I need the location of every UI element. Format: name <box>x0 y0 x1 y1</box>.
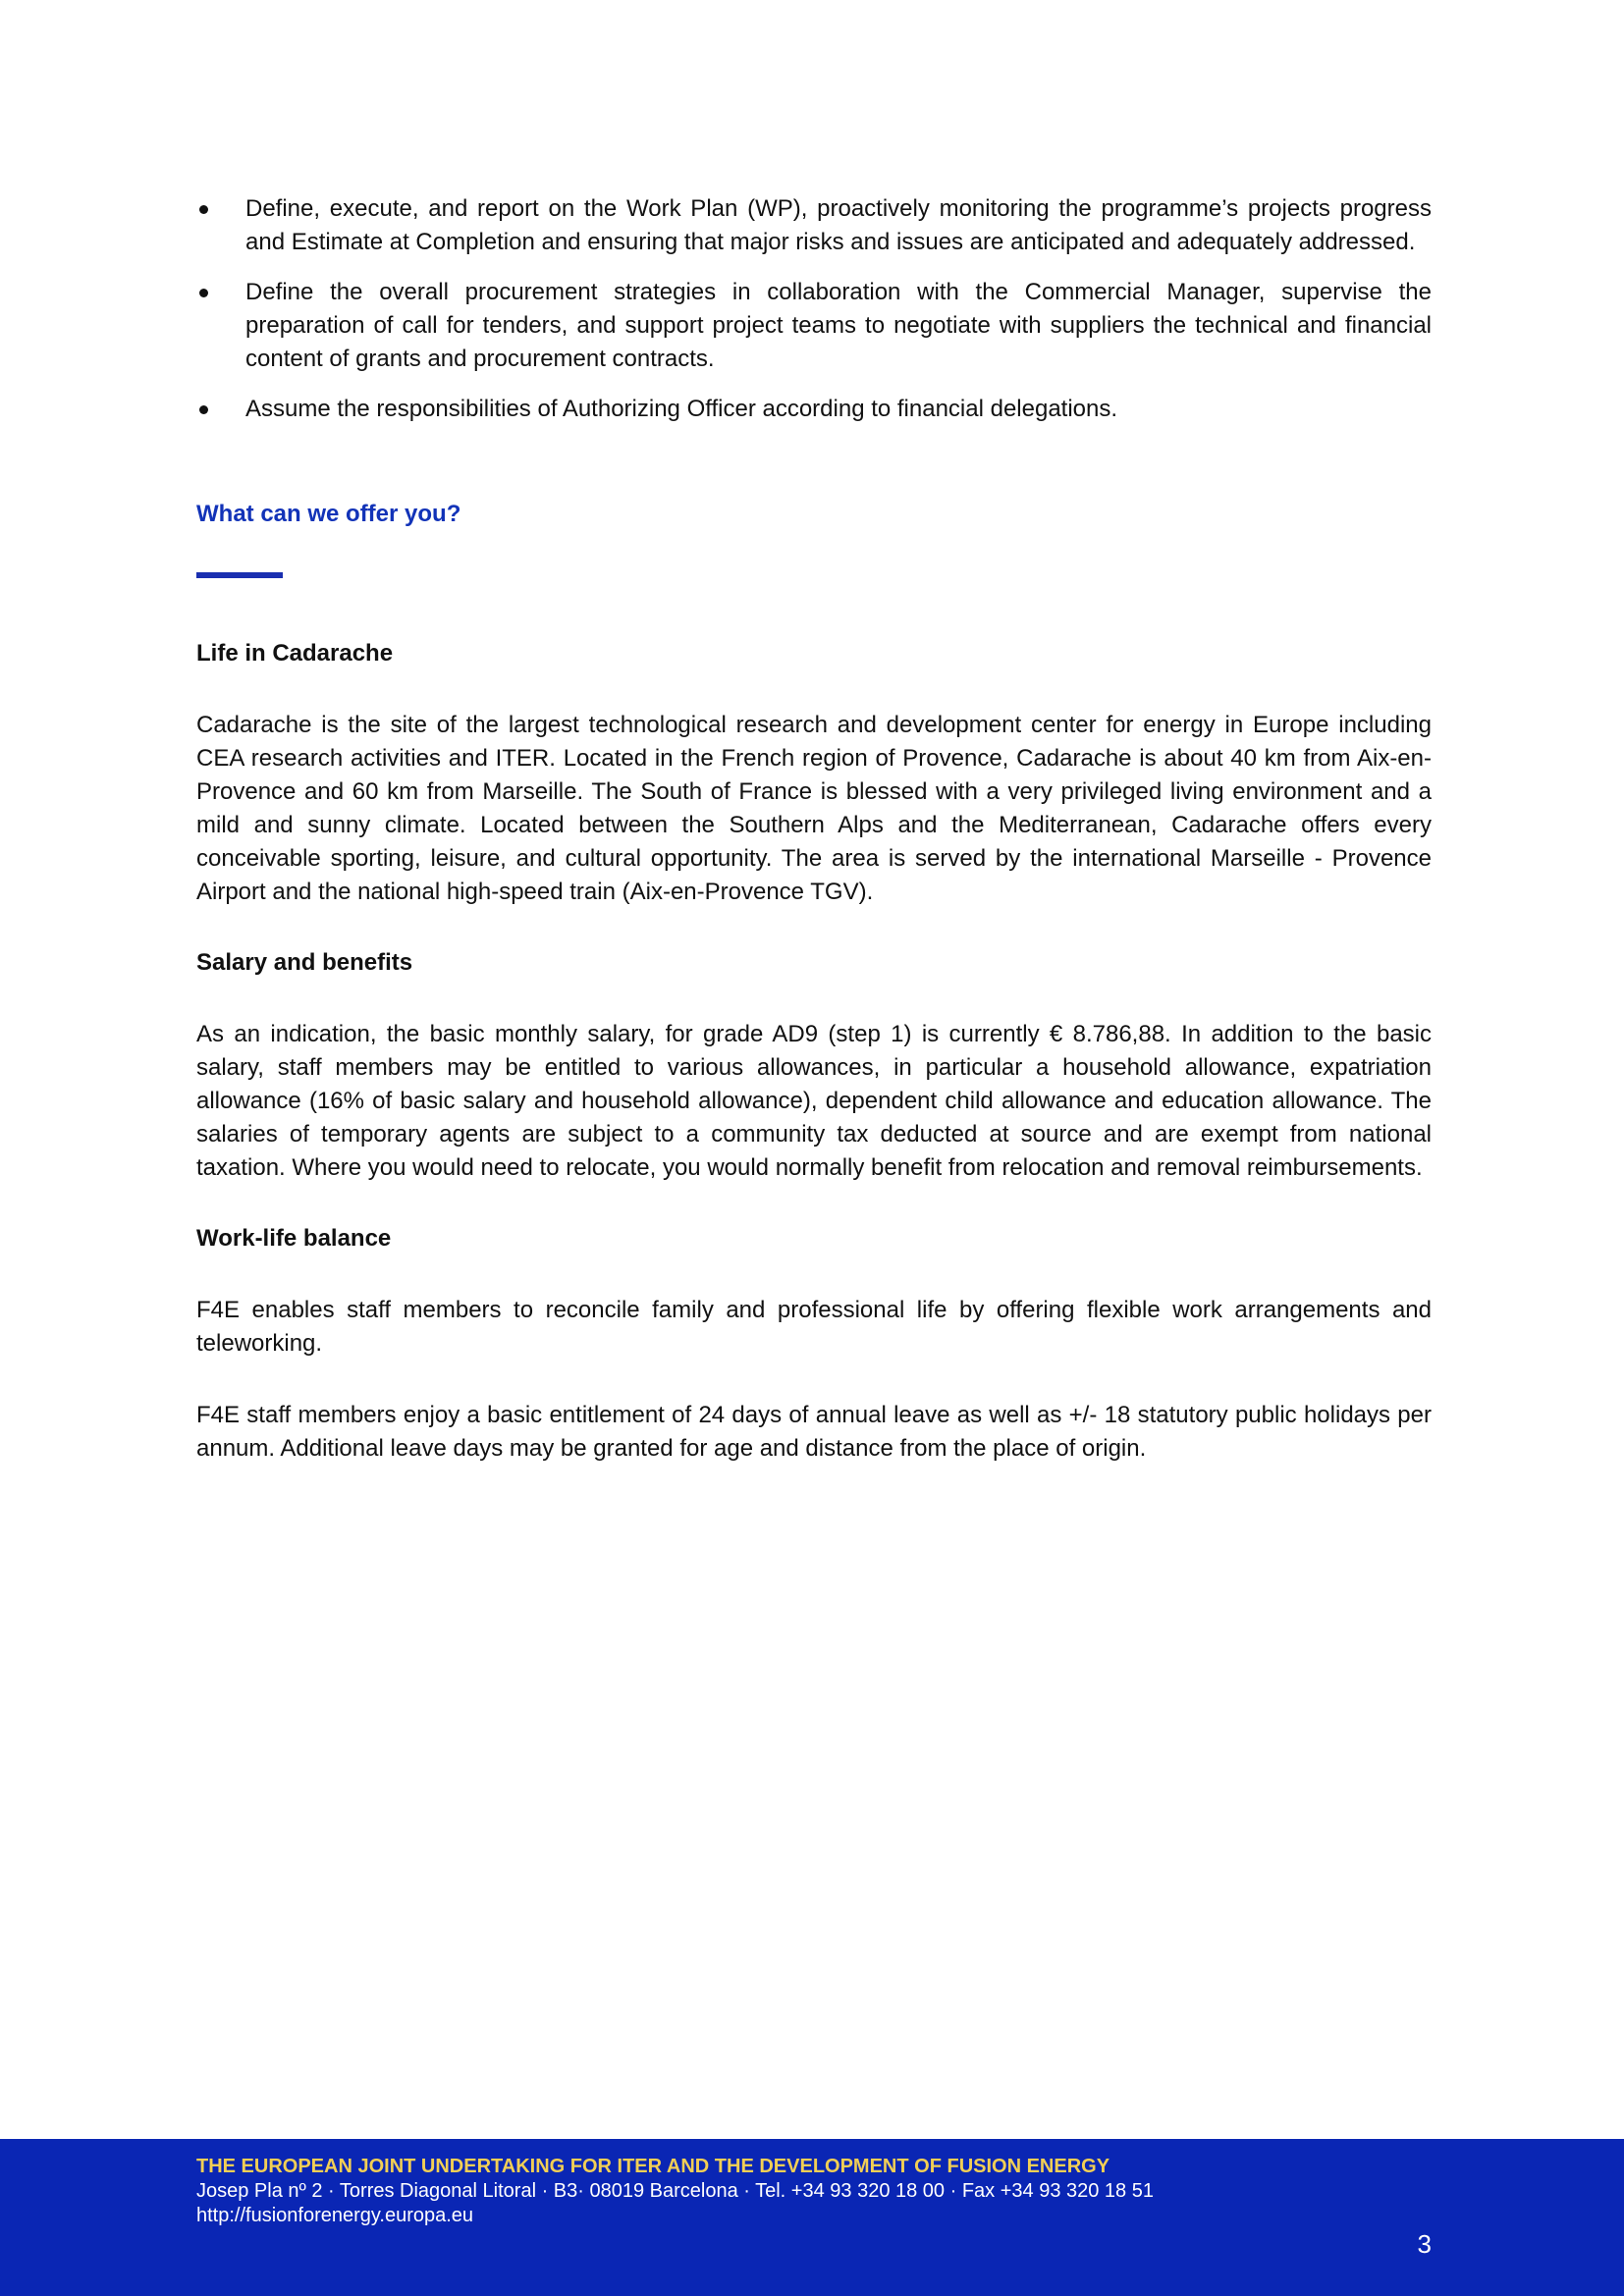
page-footer <box>0 2139 1624 2296</box>
bullet-icon <box>199 205 208 214</box>
paragraph-life-in-cadarache: Cadarache is the site of the largest technological research and development center for energy in Europe including CEA research activities and ITER. Located in the French region of Provence, Cadarache is about 40 km from Aix-en-Provence and 60 km from Marseille. The South of France is blessed with a very privileged living environment and a mild and sunny climate. Located between the Southern Alps and the Mediterranean, Cadarache offers every conceivable sporting, leisure, and cultural opportunity. The area is served by the international Marseille - Provence Airport and the national high-speed train (Aix-en-Provence TGV). <box>196 712 1432 905</box>
list-item-text: Assume the responsibilities of Authorizing Officer according to financial delegations. <box>245 396 1118 422</box>
list-item-text: Define the overall procurement strategies in collaboration with the Commercial Manager, supervise the preparation of call for tenders, and support project teams to negotiate with suppliers the technical and financial content of grants and procurement contracts. <box>245 279 1432 372</box>
subheading-salary-and-benefits: Salary and benefits <box>196 949 413 976</box>
document-body <box>196 192 1432 1466</box>
footer-website-link[interactable]: http://fusionforenergy.europa.eu <box>196 2205 474 2226</box>
list-item <box>196 276 1432 376</box>
footer-text-block <box>196 2155 1154 2228</box>
subheading-work-life-balance: Work-life balance <box>196 1225 392 1252</box>
footer-address: Josep Pla nº 2 · Torres Diagonal Litoral · B3· 08019 Barcelona · Tel. +34 93 320 18 00 · Fax +34 93 320 18 51 <box>196 2180 1154 2202</box>
list-item-text: Define, execute, and report on the Work Plan (WP), proactively monitoring the programme’s projects progress and Estimate at Completion and ensuring that major risks and issues are anticipated and adequately addressed. <box>245 195 1432 255</box>
accent-divider <box>196 572 283 578</box>
responsibilities-list <box>196 192 1432 426</box>
list-item <box>196 192 1432 259</box>
paragraph-annual-leave: F4E staff members enjoy a basic entitlement of 24 days of annual leave as well as +/- 18 statutory public holidays per annum. Additional leave days may be granted for age and distance from the place of origin. <box>196 1402 1432 1462</box>
subheading-life-in-cadarache: Life in Cadarache <box>196 640 394 667</box>
page-number: 3 <box>1417 2229 1432 2259</box>
bullet-icon <box>199 405 208 414</box>
paragraph-salary-and-benefits: As an indication, the basic monthly salary, for grade AD9 (step 1) is currently € 8.786,88. In addition to the basic salary, staff members may be entitled to various allowances, in particular a household allowance, expatriation allowance (16% of basic salary and household allowance), dependent child allowance and education allowance. The salaries of temporary agents are subject to a community tax deducted at source and are exempt from national taxation. Where you would need to relocate, you would normally benefit from relocation and removal reimbursements. <box>196 1021 1432 1181</box>
list-item <box>196 393 1432 426</box>
paragraph-flexible-work: F4E enables staff members to reconcile family and professional life by offering flexible work arrangements and teleworking. <box>196 1297 1432 1357</box>
bullet-icon <box>199 289 208 297</box>
section-heading-offer: What can we offer you? <box>196 501 461 527</box>
footer-organisation-title: THE EUROPEAN JOINT UNDERTAKING FOR ITER AND THE DEVELOPMENT OF FUSION ENERGY <box>196 2156 1110 2177</box>
